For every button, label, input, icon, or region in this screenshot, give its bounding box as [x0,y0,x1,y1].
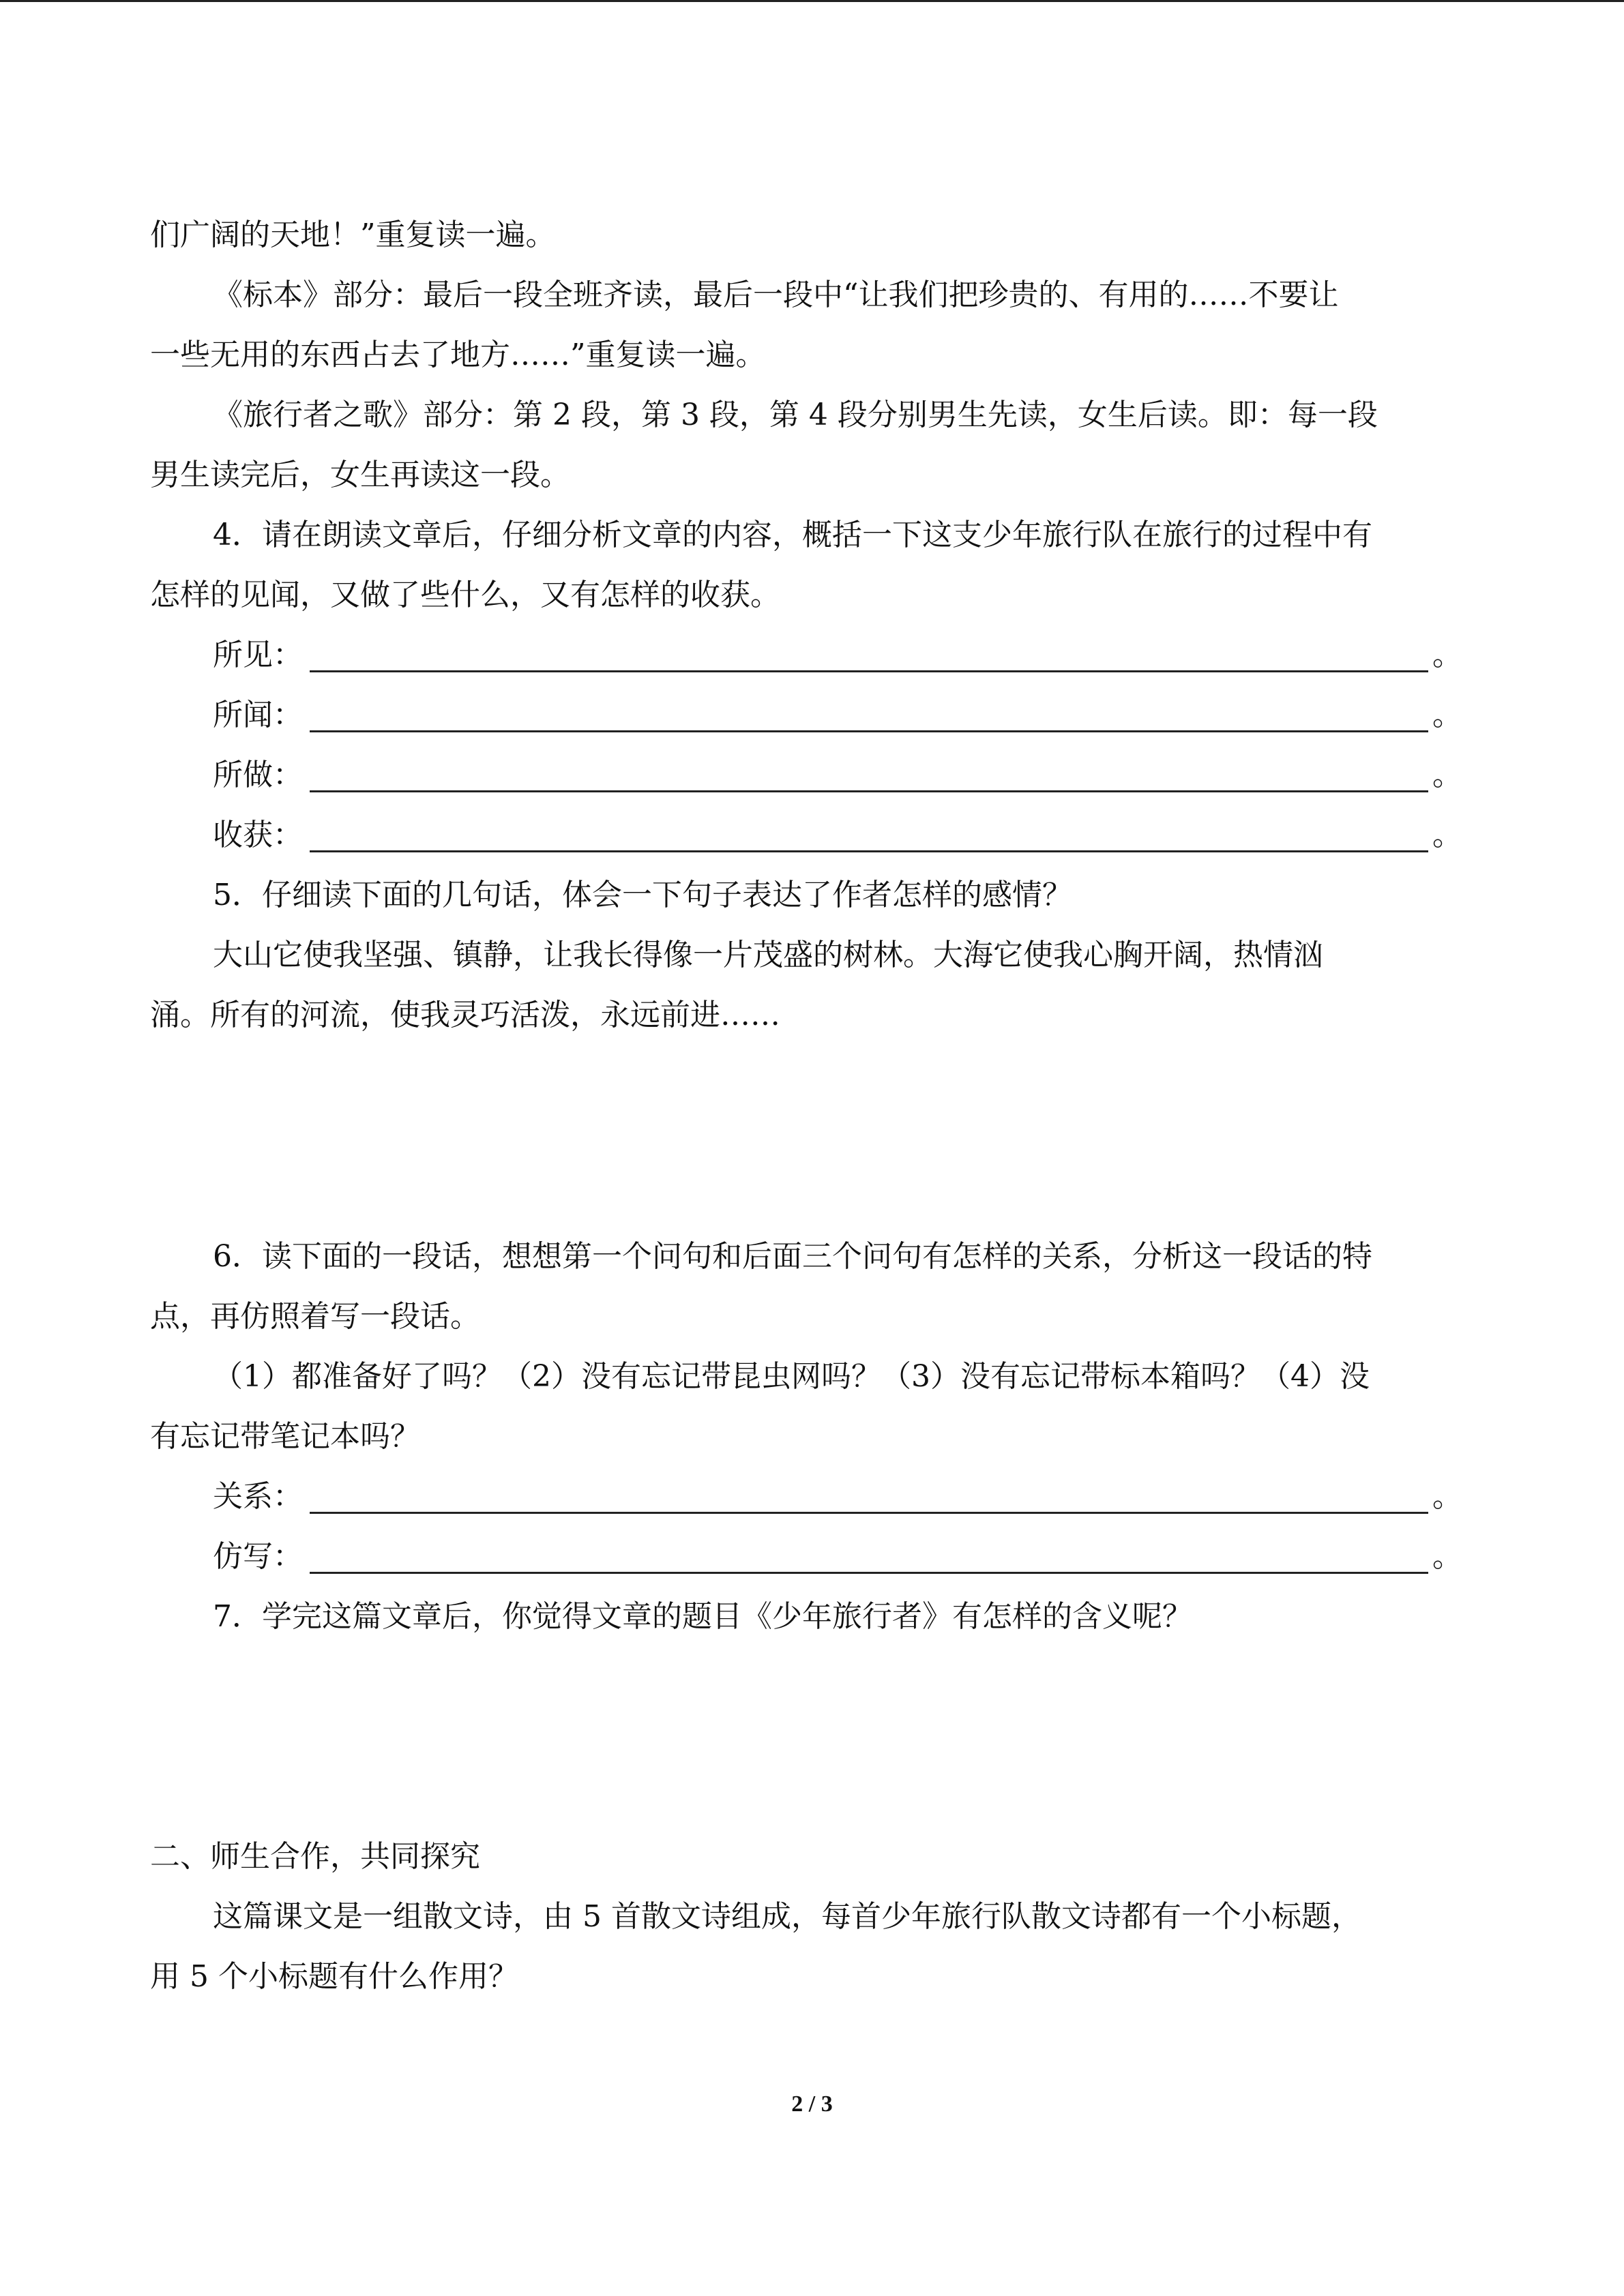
fill-label: 所做： [213,758,303,792]
question-6: 6．读下面的一段话，想想第一个问句和后面三个问句有怎样的关系，分析这一段话的特 [213,1239,1372,1274]
question-4: 4．请在朗读文章后，仔细分析文章的内容，概括一下这支少年旅行队在旅行的过程中有 [213,518,1372,552]
answer-blank-relation[interactable] [310,1476,1428,1514]
section-heading: 二、师生合作，共同探究 [150,1839,480,1874]
text-line: 一些无用的东西占去了地方……”重复读一遍。 [150,338,766,372]
quote-line: 涌。所有的河流，使我灵巧活泼，永远前进…… [150,998,780,1032]
section-text: 用 5 个小标题有什么作用？ [150,1959,518,1994]
fill-seen [213,635,1462,676]
text-line: 男生读完后，女生再读这一段。 [150,458,570,492]
text-line: 《标本》部分：最后一段全班齐读，最后一段中“让我们把珍贵的、有用的……不要让 [213,278,1339,312]
quote-line: 大山它使我坚强、镇静，让我长得像一片茂盛的树林。大海它使我心胸开阔，热情汹 [213,938,1323,972]
fill-label: 仿写： [213,1539,303,1574]
fill-imitate [213,1536,1462,1577]
fill-heard [213,695,1462,736]
question-6-cont: 点，再仿照着写一段话。 [150,1299,480,1334]
fill-relation [213,1476,1462,1517]
end-mark: 。 [1432,1539,1462,1574]
question-5: 5．仔细读下面的几句话，体会一下句子表达了作者怎样的感情？ [213,878,1072,912]
fill-label: 收获： [213,818,303,852]
fill-label: 所闻： [213,698,303,732]
question-6-example-cont: 有忘记带笔记本吗？ [150,1419,420,1454]
text-line: 们广阔的天地！”重复读一遍。 [150,218,556,252]
question-7: 7．学完这篇文章后，你觉得文章的题目《少年旅行者》有怎样的含义呢？ [213,1599,1192,1634]
answer-blank-done[interactable] [310,755,1428,792]
end-mark: 。 [1432,758,1462,792]
fill-done [213,755,1462,796]
question-4-cont: 怎样的见闻，又做了些什么，又有怎样的收获。 [150,578,780,612]
end-mark: 。 [1432,1479,1462,1514]
page-number: 2 / 3 [791,2091,833,2117]
fill-gain [213,815,1462,856]
fill-label: 所见： [213,638,303,672]
answer-blank-heard[interactable] [310,695,1428,732]
end-mark: 。 [1432,818,1462,852]
section-text: 这篇课文是一组散文诗，由 5 首散文诗组成，每首少年旅行队散文诗都有一个小标题， [213,1899,1361,1934]
answer-blank-gain[interactable] [310,815,1428,852]
text-line: 《旅行者之歌》部分：第 2 段，第 3 段，第 4 段分别男生先读，女生后读。即：每一段 [213,398,1378,432]
end-mark: 。 [1432,698,1462,732]
answer-blank-imitate[interactable] [310,1536,1428,1574]
answer-blank-seen[interactable] [310,635,1428,672]
end-mark: 。 [1432,638,1462,672]
question-6-example: （1）都准备好了吗？（2）没有忘记带昆虫网吗？（3）没有忘记带标本箱吗？（4）没 [213,1359,1370,1394]
fill-label: 关系： [213,1479,303,1514]
